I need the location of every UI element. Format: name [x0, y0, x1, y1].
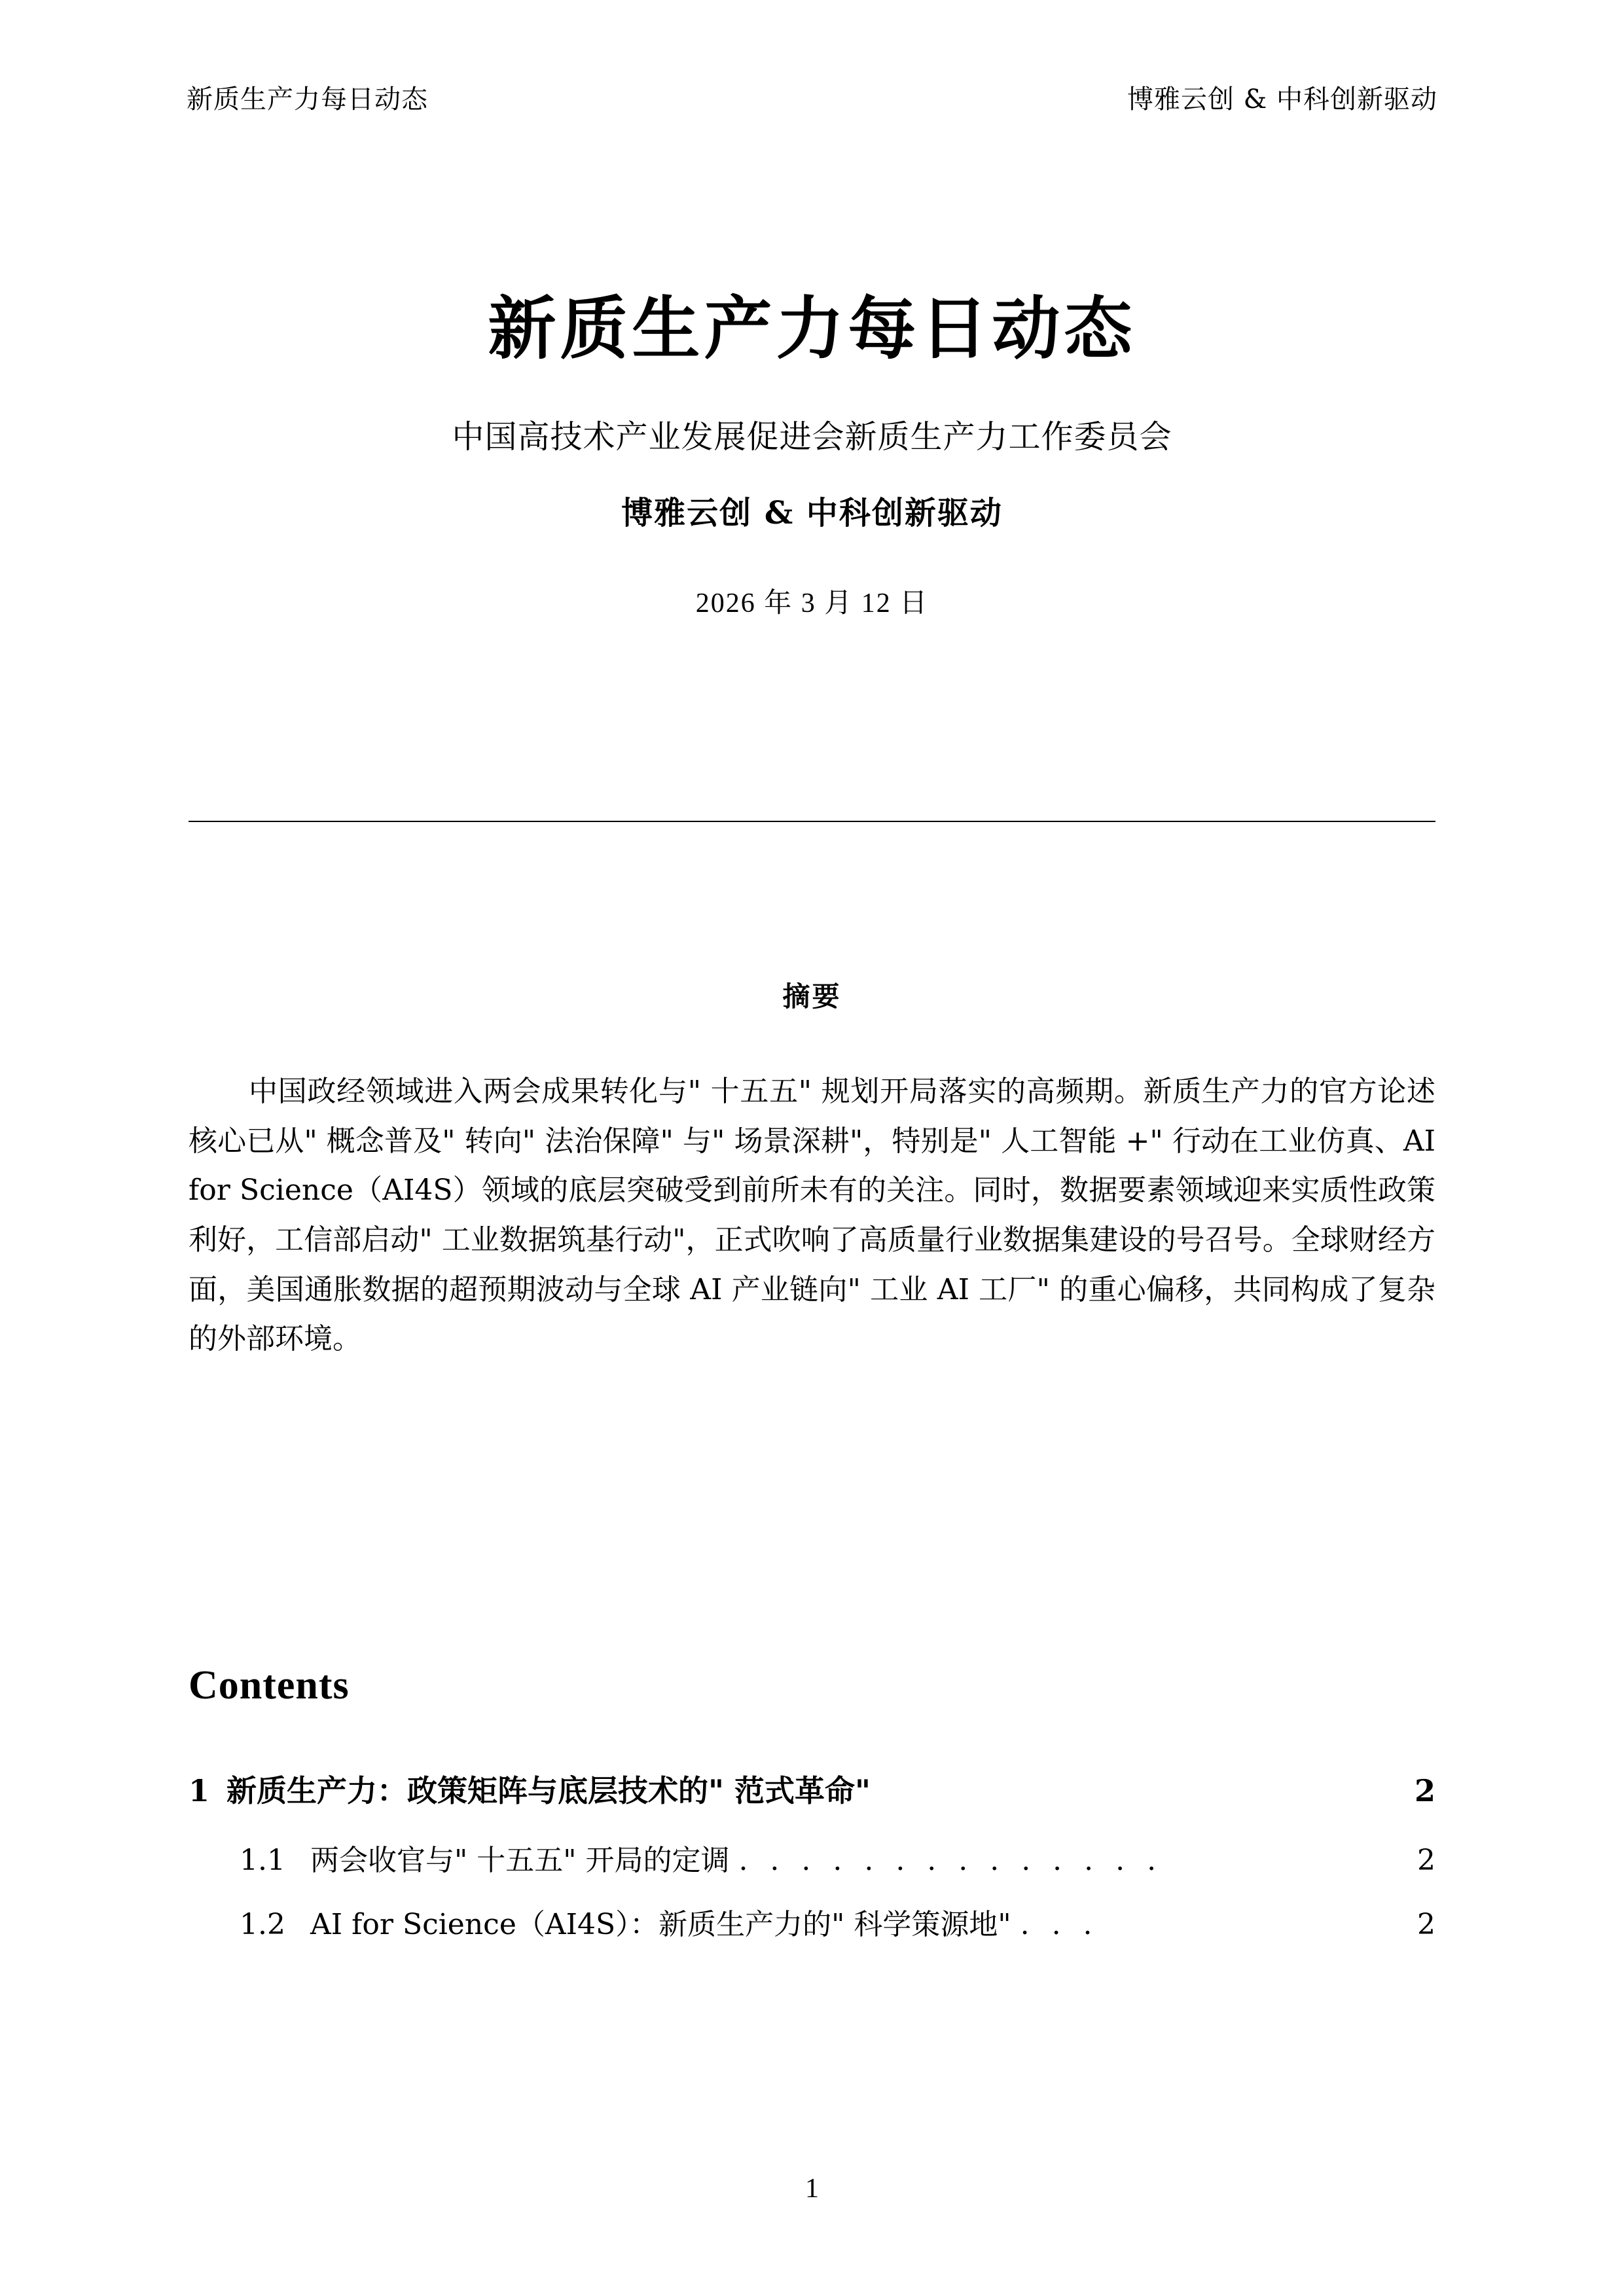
table-of-contents: [189, 1767, 1435, 1965]
toc-leader-dots: . . .: [1020, 1908, 1099, 1941]
abstract-text: 中国政经领域进入两会成果转化与" 十五五" 规划开局落实的高频期。新质生产力的官方论述核心已从" 概念普及" 转向" 法治保障" 与" 场景深耕"，特别是" 人工智能 +" 行动在工业仿真、AI for Science（AI4S）领域的底层突破受到前所未有的关注。同时，数据要素领域迎来实质性政策利好，工信部启动" 工业数据筑基行动"，正式吹响了高质量行业数据集建设的号召号。全球财经方面，美国通胀数据的超预期波动与全球 AI 产业链向" 工业 AI 工厂" 的重心偏移，共同构成了复杂的外部环境。: [189, 1075, 1435, 1356]
toc-entry-page: 2: [1414, 1773, 1435, 1808]
toc-entry-number: 1.1: [240, 1844, 285, 1877]
toc-entry-title: 新质生产力：政策矩阵与底层技术的" 范式革命": [226, 1773, 871, 1808]
abstract-heading: 摘要: [782, 980, 842, 1013]
organization-line: 中国高技术产业发展促进会新质生产力工作委员会: [452, 418, 1172, 456]
toc-entry-1-1[interactable]: [189, 1837, 1435, 1878]
toc-entry-number: 1: [189, 1773, 210, 1808]
running-header: [187, 79, 1437, 116]
running-header-right: 博雅云创 & 中科创新驱动: [1127, 84, 1437, 115]
page-title: 新质生产力每日动态: [488, 288, 1136, 368]
page-number: 1: [805, 2174, 819, 2204]
toc-entry-number: 1.2: [240, 1908, 285, 1941]
toc-entry-1-2[interactable]: [189, 1901, 1435, 1943]
toc-entry-title: AI for Science（AI4S）：新质生产力的" 科学策源地": [310, 1908, 1011, 1941]
toc-entry-page: 2: [1417, 1908, 1435, 1941]
toc-entry-page: 2: [1417, 1844, 1435, 1877]
toc-entry-title: 两会收官与" 十五五" 开局的定调: [310, 1844, 730, 1877]
horizontal-divider: [189, 821, 1435, 822]
subtitle-line: 博雅云创 & 中科创新驱动: [621, 494, 1003, 531]
contents-heading: Contents: [189, 1663, 350, 1708]
publication-date: 2026 年 3 月 12 日: [695, 588, 929, 619]
toc-leader-dots: . . . . . . . . . . . . . .: [738, 1844, 1163, 1877]
running-header-left: 新质生产力每日动态: [187, 84, 428, 115]
toc-entry-1[interactable]: [189, 1767, 1435, 1810]
title-block: [187, 288, 1437, 620]
